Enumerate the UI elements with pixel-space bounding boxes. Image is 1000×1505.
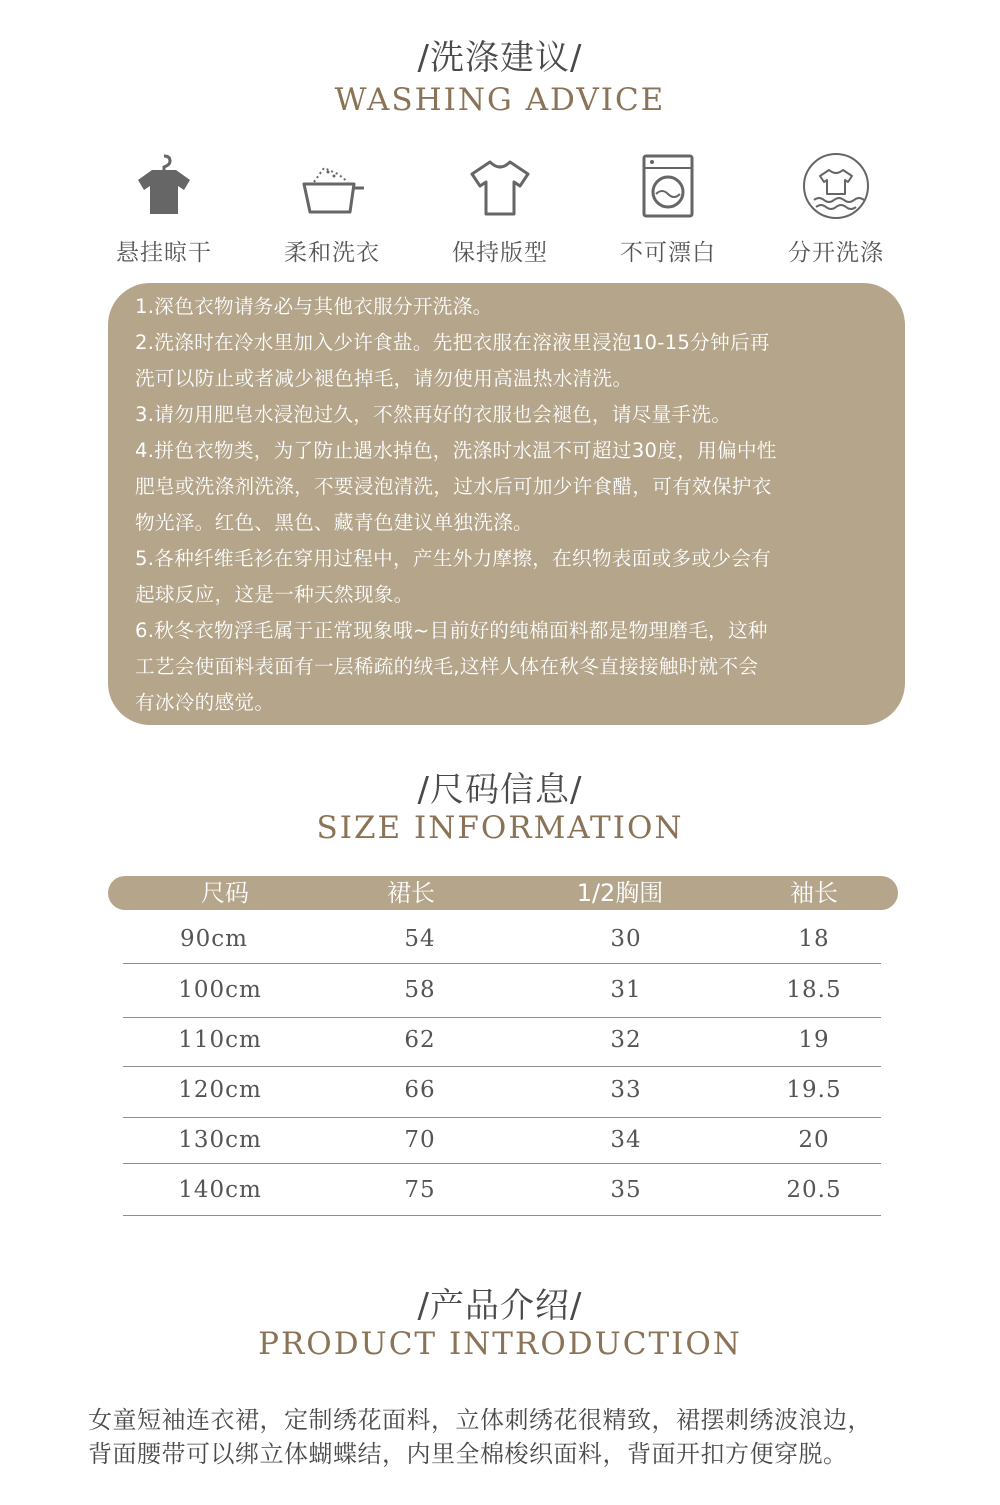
- cell-size: 100cm: [178, 977, 262, 1003]
- advice-line: 2.洗涤时在冷水里加入少许食盐。先把衣服在溶液里浸泡10-15分钟后再: [135, 331, 770, 354]
- care-item-gentle-wash: [248, 150, 416, 270]
- header-sleeve-length: 袖长: [790, 879, 838, 907]
- cell-size: 90cm: [180, 926, 248, 952]
- washing-title-en: WASHING ADVICE: [334, 82, 666, 118]
- care-label: 柔和洗衣: [284, 240, 380, 266]
- cell-half-chest: 30: [610, 926, 642, 952]
- care-label: 悬挂晾干: [116, 240, 212, 266]
- cell-half-chest: 33: [610, 1077, 642, 1103]
- advice-line: 肥皂或洗涤剂洗涤，不要浸泡清洗，过水后可加少许食醋，可有效保护衣: [135, 475, 772, 498]
- advice-line: 5.各种纤维毛衫在穿用过程中，产生外力摩擦，在织物表面或多或少会有: [135, 547, 771, 570]
- table-row: [123, 1015, 881, 1065]
- cell-dress-length: 62: [404, 1027, 436, 1053]
- cell-dress-length: 75: [404, 1177, 436, 1203]
- care-item-separate-wash: [752, 150, 920, 270]
- table-row: [123, 965, 881, 1015]
- advice-line: 6.秋冬衣物浮毛属于正常现象哦~目前好的纯棉面料都是物理磨毛，这种: [135, 619, 768, 642]
- cell-dress-length: 54: [404, 926, 436, 952]
- cell-sleeve-length: 20.5: [786, 1177, 842, 1203]
- advice-line: 物光泽。红色、黑色、藏青色建议单独洗涤。: [135, 511, 533, 534]
- header-half-chest: 1/2胸围: [576, 879, 664, 907]
- cell-size: 120cm: [178, 1077, 262, 1103]
- cell-half-chest: 31: [610, 977, 642, 1003]
- care-label: 不可漂白: [620, 240, 716, 266]
- care-item-hang-dry: [80, 150, 248, 270]
- washing-title-cn: /洗涤建议/: [417, 38, 583, 78]
- row-divider: [123, 1215, 881, 1216]
- cell-sleeve-length: 19: [798, 1027, 830, 1053]
- cell-sleeve-length: 20: [798, 1127, 830, 1153]
- cell-sleeve-length: 18: [798, 926, 830, 952]
- advice-line: 洗可以防止或者减少褪色掉毛，请勿使用高温热水清洗。: [135, 367, 633, 390]
- size-title-cn: /尺码信息/: [417, 770, 583, 810]
- cell-half-chest: 34: [610, 1127, 642, 1153]
- cell-dress-length: 66: [404, 1077, 436, 1103]
- table-row: [123, 1165, 881, 1215]
- table-row: [123, 914, 881, 964]
- shirt-outline-icon: [464, 150, 536, 222]
- header-dress-length: 裙长: [387, 879, 435, 907]
- cell-size: 110cm: [178, 1027, 262, 1053]
- row-divider: [123, 1163, 881, 1164]
- header-size: 尺码: [201, 879, 249, 907]
- cell-dress-length: 70: [404, 1127, 436, 1153]
- product-intro-line: 背面腰带可以绑立体蝴蝶结，内里全棉梭织面料，背面开扣方便穿脱。: [88, 1440, 848, 1468]
- size-table-header: [108, 876, 898, 910]
- cell-size: 140cm: [178, 1177, 262, 1203]
- care-item-no-bleach: [584, 150, 752, 270]
- advice-line: 3.请勿用肥皂水浸泡过久，不然再好的衣服也会褪色，请尽量手洗。: [135, 403, 732, 426]
- care-icons-row: [80, 150, 920, 270]
- product-title-en: PRODUCT INTRODUCTION: [258, 1326, 742, 1362]
- care-label: 保持版型: [452, 240, 548, 266]
- detergent-scoop-icon: [296, 150, 368, 222]
- cell-sleeve-length: 19.5: [786, 1077, 842, 1103]
- advice-line: 4.拼色衣物类，为了防止遇水掉色，洗涤时水温不可超过30度，用偏中性: [135, 439, 777, 462]
- separate-wash-icon: [800, 150, 872, 222]
- advice-line: 工艺会使面料表面有一层稀疏的绒毛,这样人体在秋冬直接接触时就不会: [135, 655, 759, 678]
- cell-sleeve-length: 18.5: [786, 977, 842, 1003]
- care-label: 分开洗涤: [788, 240, 884, 266]
- cell-size: 130cm: [178, 1127, 262, 1153]
- care-item-keep-shape: [416, 150, 584, 270]
- washing-advice-box: [108, 283, 905, 725]
- product-intro-line: 女童短袖连衣裙，定制绣花面料，立体刺绣花很精致，裙摆刺绣波浪边，: [88, 1406, 872, 1434]
- cell-dress-length: 58: [404, 977, 436, 1003]
- row-divider: [123, 963, 881, 964]
- advice-line: 有冰冷的感觉。: [135, 691, 275, 714]
- size-title-en: SIZE INFORMATION: [316, 810, 684, 846]
- hanger-shirt-icon: [128, 150, 200, 222]
- table-row: [123, 1065, 881, 1115]
- advice-line: 1.深色衣物请务必与其他衣服分开洗涤。: [135, 295, 493, 318]
- washing-machine-icon: [632, 150, 704, 222]
- cell-half-chest: 35: [610, 1177, 642, 1203]
- cell-half-chest: 32: [610, 1027, 642, 1053]
- table-row: [123, 1115, 881, 1165]
- advice-line: 起球反应，这是一种天然现象。: [135, 583, 414, 606]
- product-title-cn: /产品介绍/: [417, 1286, 583, 1326]
